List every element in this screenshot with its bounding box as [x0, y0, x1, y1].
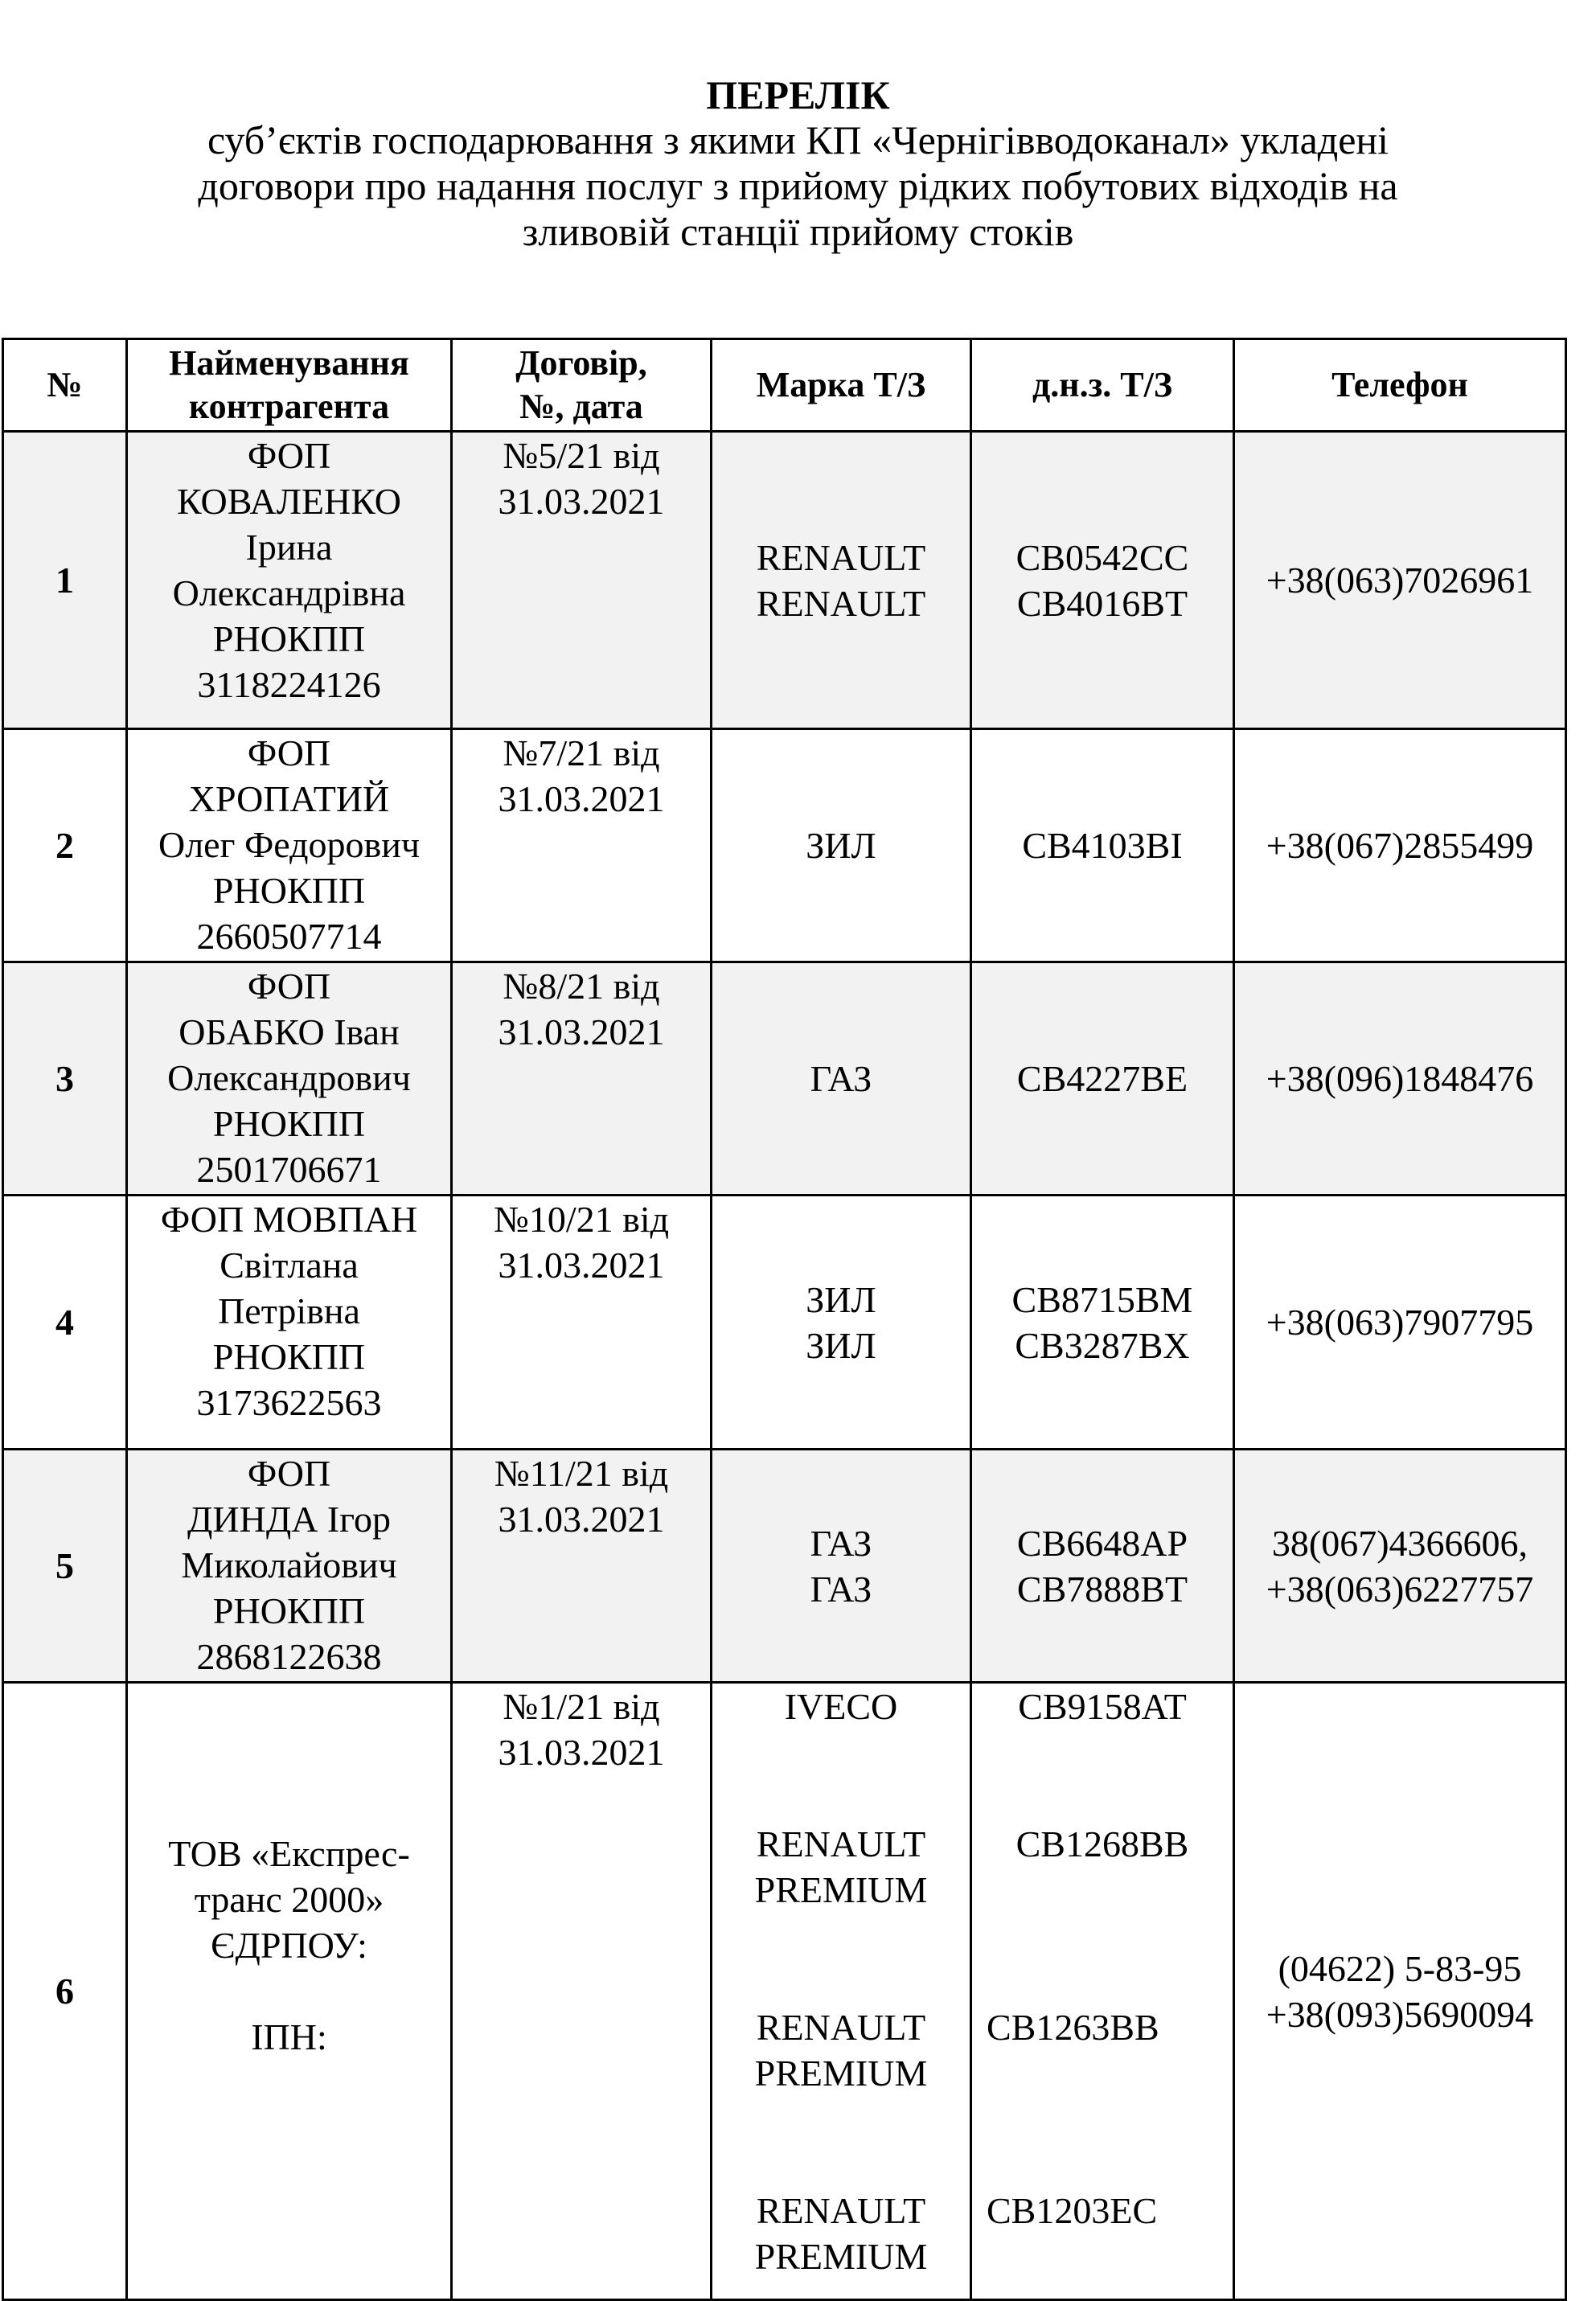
- row-number: 1: [3, 432, 127, 729]
- plate-spacer: [977, 2142, 1228, 2188]
- brand-spacer: [717, 2096, 965, 2188]
- plate-line: CB6648AP: [1016, 1522, 1188, 1564]
- header-contract-line-1: Договір,: [515, 343, 647, 383]
- header-brand: Марка Т/З: [712, 339, 971, 432]
- name-spacer: [133, 1968, 445, 2014]
- vehicle-brand: [712, 1450, 971, 1683]
- name-line: транс 2000»: [194, 1879, 384, 1920]
- name-line: ФОП: [247, 1453, 331, 1494]
- brand-spacer: [717, 1913, 965, 2004]
- table-row: [3, 729, 1566, 962]
- contract-line: №8/21 від: [503, 966, 660, 1007]
- vehicle-brand: [712, 432, 971, 729]
- name-line: РНОКПП: [212, 618, 366, 659]
- phone-line: 38(067)4366606,: [1271, 1522, 1528, 1564]
- brand-line: RENAULT: [756, 2007, 926, 2048]
- name-spacer: [133, 2060, 445, 2151]
- contract-line: №7/21 від: [503, 732, 660, 773]
- contract-line: №5/21 від: [503, 435, 660, 476]
- name-line: Олександрович: [167, 1057, 411, 1098]
- brand-line: ЗИЛ: [806, 1278, 876, 1320]
- header-name-line-1: Найменування: [169, 343, 409, 383]
- phone-line: +38(063)7026961: [1266, 560, 1534, 601]
- contract-info: [452, 1196, 712, 1450]
- row-number: 6: [3, 1683, 127, 2300]
- contractor-name: [127, 1683, 452, 2300]
- name-line: 2501706671: [196, 1149, 382, 1190]
- name-line: 3118224126: [197, 664, 381, 705]
- plate-line: CB1203EC: [987, 2190, 1158, 2231]
- vehicle-plate: [971, 962, 1234, 1196]
- plate-line: CB1263BB: [987, 2007, 1159, 2048]
- row-number: 3: [3, 962, 127, 1196]
- name-line: ФОП: [247, 732, 331, 773]
- brand-line: ГАЗ: [810, 1568, 872, 1610]
- title-line-2: договори про надання послуг з прийому рідких побутових відходів на: [198, 163, 1398, 208]
- vehicle-plate: [971, 1450, 1234, 1683]
- table-row: [3, 432, 1566, 729]
- name-line: Ірина: [245, 527, 333, 568]
- name-line: ОБАБКО Іван: [178, 1011, 400, 1052]
- table-row: [3, 962, 1566, 1196]
- table-row: [3, 1683, 1566, 2300]
- name-line: Миколайович: [181, 1544, 397, 1585]
- contractors-table: [2, 338, 1567, 2301]
- header-name: [127, 339, 452, 432]
- title-line-1: суб’єктів господарювання з якими КП «Чернігівводоканал» укладені: [207, 117, 1389, 162]
- header-name-line-2: контрагента: [188, 387, 390, 426]
- contract-info: [452, 1683, 712, 2300]
- row-number: 4: [3, 1196, 127, 1450]
- vehicle-plate: [971, 729, 1234, 962]
- vehicle-plate: [971, 1196, 1234, 1450]
- name-line: Світлана: [220, 1245, 359, 1286]
- name-line: РНОКПП: [212, 1103, 366, 1144]
- phone: [1234, 1683, 1566, 2300]
- vehicle-brand: [712, 1683, 971, 2300]
- table-row: [3, 1450, 1566, 1683]
- phone-line: +38(093)5690094: [1266, 1993, 1534, 2035]
- name-line: ФОП: [247, 435, 331, 476]
- name-line: 2868122638: [196, 1636, 382, 1677]
- plate-line: CB4016BT: [1016, 582, 1188, 624]
- contractor-name: [127, 432, 452, 729]
- contractor-name: [127, 1196, 452, 1450]
- brand-line: PREMIUM: [754, 1869, 928, 1910]
- contract-line: 31.03.2021: [498, 778, 665, 819]
- plate-line: CB4227BE: [1016, 1058, 1188, 1099]
- header-contract-line-2: №, дата: [519, 387, 643, 426]
- vehicle-plate: [971, 1683, 1234, 2300]
- phone: [1234, 1196, 1566, 1450]
- name-line: ХРОПАТИЙ: [188, 778, 390, 819]
- plate-line: CB3287BX: [1015, 1324, 1190, 1366]
- plate-line: CB1268BB: [1015, 1823, 1189, 1864]
- brand-spacer: [717, 1729, 965, 1821]
- header-phone: Телефон: [1234, 339, 1566, 432]
- phone-line: +38(096)1848476: [1266, 1058, 1534, 1099]
- row-number: 5: [3, 1450, 127, 1683]
- name-line: КОВАЛЕНКО: [176, 481, 402, 522]
- brand-line: PREMIUM: [754, 2053, 928, 2094]
- name-line: Олег Федорович: [158, 824, 420, 865]
- name-line: РНОКПП: [212, 1590, 366, 1631]
- phone-line: +38(063)6227757: [1266, 1568, 1534, 1610]
- phone: [1234, 729, 1566, 962]
- plate-line: CB4103BI: [1022, 825, 1183, 866]
- name-line: ЄДРПОУ:: [211, 1925, 367, 1966]
- brand-line: ЗИЛ: [806, 825, 876, 866]
- plate-line: CB8715BM: [1011, 1278, 1193, 1320]
- header-num: №: [3, 339, 127, 432]
- name-line: Петрівна: [218, 1290, 360, 1331]
- name-line: ДИНДА Ігор: [187, 1499, 391, 1540]
- phone: [1234, 962, 1566, 1196]
- vehicle-brand: [712, 962, 971, 1196]
- contractor-name: [127, 1450, 452, 1683]
- name-line: Олександрівна: [172, 572, 406, 613]
- plate-spacer: [977, 2050, 1228, 2142]
- plate-line: CB9158AT: [1018, 1686, 1187, 1727]
- brand-line: RENAULT: [756, 2190, 926, 2231]
- contract-line: 31.03.2021: [498, 1011, 665, 1052]
- brand-line: ГАЗ: [810, 1058, 872, 1099]
- brand-line: RENAULT: [756, 582, 926, 624]
- vehicle-brand: [712, 1196, 971, 1450]
- contract-info: [452, 729, 712, 962]
- name-line: ФОП: [247, 966, 331, 1007]
- row-number: 2: [3, 729, 127, 962]
- contract-line: №10/21 від: [493, 1199, 670, 1240]
- contract-line: №11/21 від: [494, 1453, 669, 1494]
- brand-line: ГАЗ: [810, 1522, 872, 1564]
- contract-info: [452, 1450, 712, 1683]
- brand-line: RENAULT: [756, 536, 926, 578]
- brand-line: PREMIUM: [754, 2236, 928, 2277]
- contract-line: 31.03.2021: [498, 481, 665, 522]
- contract-line: №1/21 від: [503, 1686, 660, 1727]
- brand-line: IVECO: [784, 1686, 898, 1727]
- plate-spacer: [977, 1959, 1228, 2004]
- contractor-name: [127, 729, 452, 962]
- contract-line: 31.03.2021: [498, 1245, 665, 1286]
- contract-line: 31.03.2021: [498, 1732, 665, 1773]
- phone-line: (04622) 5-83-95: [1278, 1947, 1522, 1989]
- brand-line: RENAULT: [756, 1823, 926, 1864]
- contract-info: [452, 432, 712, 729]
- phone: [1234, 432, 1566, 729]
- vehicle-plate: [971, 432, 1234, 729]
- name-line: ТОВ «Експрес-: [168, 1833, 410, 1874]
- name-line: ФОП МОВПАН: [160, 1199, 418, 1240]
- name-line: 3173622563: [196, 1382, 382, 1423]
- phone: [1234, 1450, 1566, 1683]
- phone-line: +38(063)7907795: [1266, 1302, 1534, 1343]
- plate-line: CB0542CC: [1015, 536, 1189, 578]
- table-header-row: [3, 339, 1566, 432]
- name-line: РНОКПП: [212, 1336, 366, 1377]
- name-line: 2660507714: [196, 916, 382, 957]
- plate-line: CB7888BT: [1016, 1568, 1188, 1610]
- brand-line: ЗИЛ: [806, 1324, 876, 1366]
- table-row: [3, 1196, 1566, 1450]
- name-line: РНОКПП: [212, 870, 366, 911]
- title-heading: ПЕРЕЛІК: [706, 72, 890, 117]
- phone-line: +38(067)2855499: [1266, 825, 1534, 866]
- header-plate: д.н.з. Т/З: [971, 339, 1234, 432]
- contract-info: [452, 962, 712, 1196]
- document-title: [0, 72, 1596, 255]
- name-line: ІПН:: [251, 2016, 327, 2057]
- vehicle-brand: [712, 729, 971, 962]
- contractor-name: [127, 962, 452, 1196]
- header-contract: [452, 339, 712, 432]
- title-line-3: зливовій станції прийому стоків: [522, 209, 1074, 254]
- plate-spacer: [977, 1729, 1228, 1821]
- contract-line: 31.03.2021: [498, 1499, 665, 1540]
- plate-spacer: [977, 1867, 1228, 1959]
